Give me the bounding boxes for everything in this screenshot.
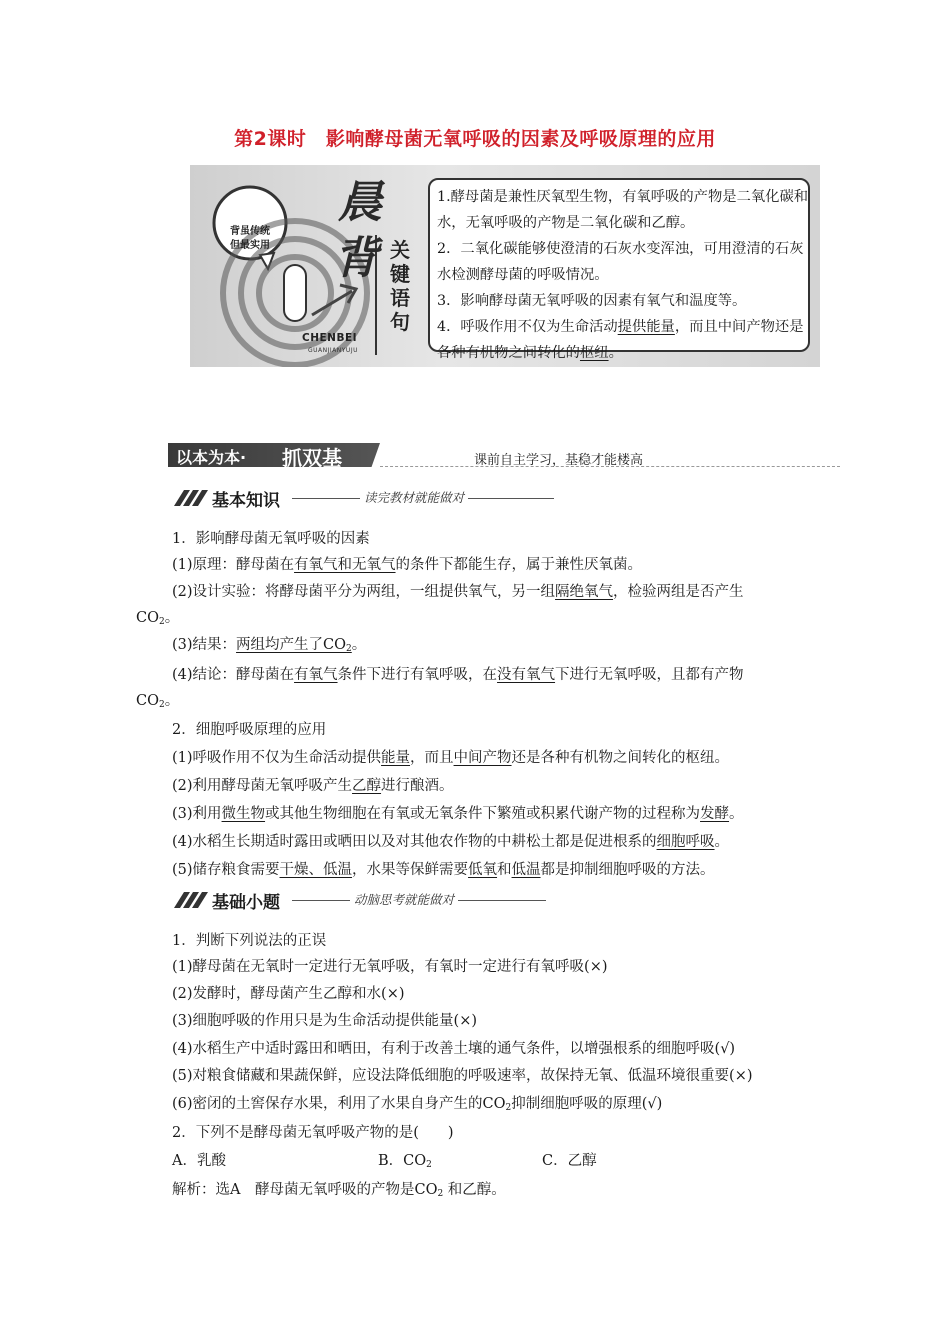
quiz-item-6: (6)密闭的土窖保存水果，利用了水果自身产生的$CO_2$抑制细胞呼吸的原理(√): [172, 1096, 663, 1113]
bubble-text: 背虽传统 但最实用: [230, 226, 270, 251]
banner-big-char-2: 背: [334, 233, 378, 284]
option-c: C．乙醇: [542, 1153, 597, 1169]
key-sentences: [437, 184, 817, 366]
quiz-item-2: (2)发酵时，酵母菌产生乙醇和水(×): [172, 986, 405, 1002]
key-point-1: 1.酵母菌是兼性厌氧型生物，有氧呼吸的产物是二氧化碳和水，无氧呼吸的产物是二氧化碳和乙醇。: [437, 189, 809, 231]
basic-quiz-heading: 基础小题 动脑思考就能做对: [174, 888, 546, 912]
stripes-icon: [174, 490, 208, 506]
banner-big-char-1: 晨: [338, 177, 382, 228]
answer-explanation: 解析：选A 酵母菌无氧呼吸的产物是$CO_2$ 和乙醇。: [172, 1182, 506, 1199]
quiz-item-4: (4)水稻生产中适时露田和晒田，有利于改善土壤的通气条件，以增强根系的细胞呼吸(√): [172, 1041, 736, 1057]
banner-brand: CHENBEI: [302, 332, 358, 344]
banner-side-chars: 关 键 语 句: [390, 238, 410, 334]
quiz-item-3: (3)细胞呼吸的作用只是为生命活动提供能量(×): [172, 1013, 478, 1029]
section-header-right: 抓双基: [282, 446, 342, 470]
key-point-2: 2．二氧化碳能够使澄清的石灰水变浑浊，可用澄清的石灰水检测酵母菌的呼吸情况。: [437, 241, 804, 283]
question-2: 2．下列不是酵母菌无氧呼吸产物的是( ): [172, 1125, 454, 1141]
quiz-item-5: (5)对粮食储藏和果蔬保鲜，应设法降低细胞的呼吸速率，故保持无氧、低温环境很重要(×): [172, 1068, 753, 1084]
key-point-4: 4．呼吸作用不仅为生命活动提供能量，而且中间产物还是各种有机物之间转化的枢纽。: [437, 319, 804, 361]
page-title: 第2课时 影响酵母菌无氧呼吸的因素及呼吸原理的应用: [234, 128, 716, 150]
option-b: B．$CO_2$: [378, 1153, 432, 1170]
quiz-item-1: (1)酵母菌在无氧时一定进行无氧呼吸，有氧时一定进行有氧呼吸(×): [172, 959, 608, 975]
key-point-3: 3．影响酵母菌无氧呼吸的因素有氧气和温度等。: [437, 293, 747, 309]
section-tagline: 课前自主学习，基稳才能楼高: [474, 453, 644, 468]
banner-brand-sub: GUANJIANYUJU: [308, 347, 358, 354]
basic-knowledge-heading: 基本知识 读完教材就能做对: [174, 486, 554, 510]
section-header-left: 以本为本·: [176, 448, 247, 467]
option-a: A．乳酸: [172, 1153, 226, 1169]
stripes-icon: [174, 892, 208, 908]
